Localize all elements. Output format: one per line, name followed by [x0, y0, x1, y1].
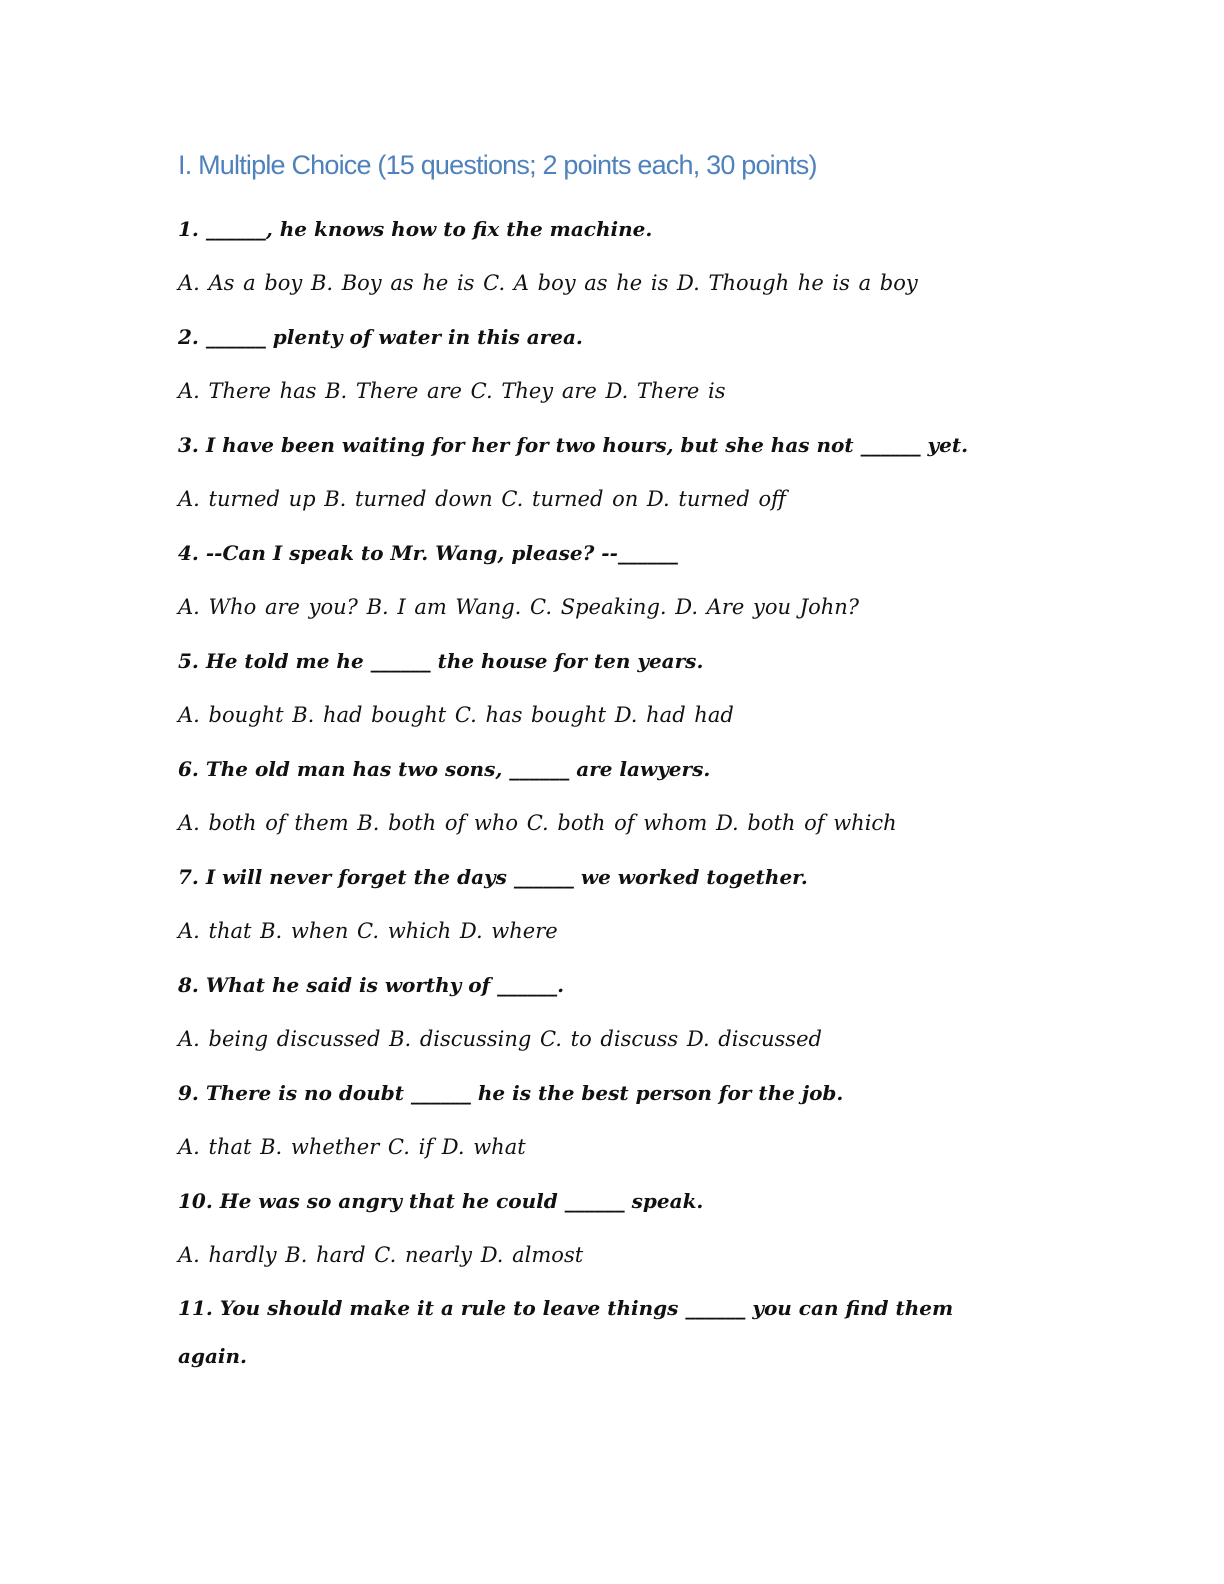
answer-options: A. that B. when C. which D. where	[178, 919, 558, 943]
question-item	[178, 312, 1008, 420]
answer-options: A. both of them B. both of who C. both of whom D. both of which	[178, 811, 897, 835]
question-text: 4. --Can I speak to Mr. Wang, please? --______	[178, 541, 678, 565]
question-text: 7. I will never forget the days ______ we worked together.	[178, 865, 808, 889]
answer-options: A. turned up B. turned down C. turned on D. turned off	[178, 487, 786, 511]
answer-options: A. There has B. There are C. They are D. There is	[178, 379, 726, 403]
question-item	[178, 744, 1008, 852]
section-title: I. Multiple Choice (15 questions; 2 points each, 30 points)	[178, 150, 817, 180]
question-text: 11. You should make it a rule to leave things ______ you can find them again.	[178, 1296, 954, 1368]
question-item	[178, 960, 1008, 1068]
question-text: 10. He was so angry that he could ______ speak.	[178, 1189, 704, 1213]
question-item	[178, 852, 1008, 960]
question-text: 9. There is no doubt ______ he is the best person for the job.	[178, 1081, 844, 1105]
question-list	[178, 204, 1008, 1380]
question-text: 2. ______ plenty of water in this area.	[178, 325, 583, 349]
question-item	[178, 636, 1008, 744]
answer-options: A. Who are you? B. I am Wang. C. Speaking. D. Are you John?	[178, 595, 860, 619]
question-item	[178, 528, 1008, 636]
answer-options: A. that B. whether C. if D. what	[178, 1135, 526, 1159]
question-item	[178, 1068, 1008, 1176]
answer-options: A. hardly B. hard C. nearly D. almost	[178, 1243, 584, 1267]
answer-options: A. being discussed B. discussing C. to discuss D. discussed	[178, 1027, 822, 1051]
question-text: 1. ______, he knows how to fix the machine.	[178, 217, 653, 241]
question-item	[178, 1176, 1008, 1284]
question-text: 3. I have been waiting for her for two hours, but she has not ______ yet.	[178, 433, 969, 457]
question-item	[178, 1284, 1008, 1380]
question-item	[178, 420, 1008, 528]
question-text: 8. What he said is worthy of ______.	[178, 973, 565, 997]
answer-options: A. bought B. had bought C. has bought D. had had	[178, 703, 734, 727]
question-item	[178, 204, 1008, 312]
question-text: 6. The old man has two sons, ______ are lawyers.	[178, 757, 711, 781]
question-text: 5. He told me he ______ the house for ten years.	[178, 649, 704, 673]
answer-options: A. As a boy B. Boy as he is C. A boy as he is D. Though he is a boy	[178, 271, 918, 295]
